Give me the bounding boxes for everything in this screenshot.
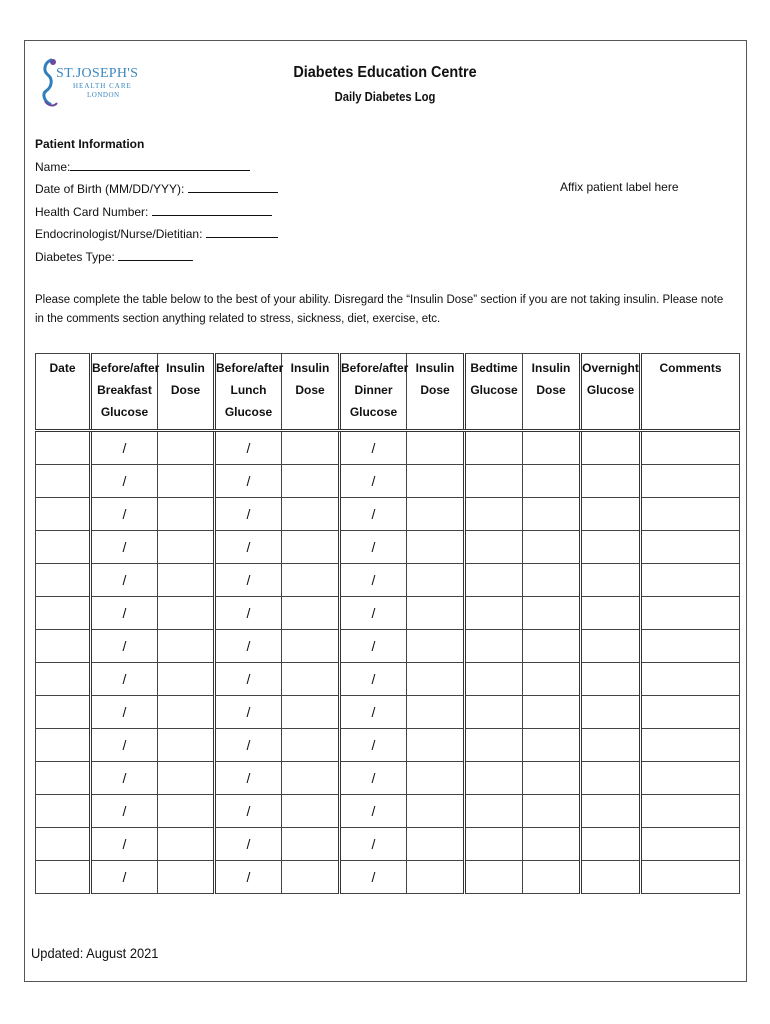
cell-bedtime-insulin[interactable] [523, 795, 581, 828]
cell-comments[interactable] [641, 597, 740, 630]
cell-date[interactable] [36, 465, 91, 498]
cell-dinner-glucose[interactable]: / [340, 531, 407, 564]
cell-comments[interactable] [641, 531, 740, 564]
cell-dinner-insulin[interactable] [407, 696, 465, 729]
table-row [36, 828, 740, 861]
updated-date: Updated: August 2021 [31, 945, 159, 961]
cell-date[interactable] [36, 531, 91, 564]
cell-breakfast-glucose[interactable]: / [91, 498, 158, 531]
cell-bedtime-insulin[interactable] [523, 564, 581, 597]
cell-bedtime-glucose[interactable] [465, 498, 523, 531]
instructions-text: Please complete the table below to the best of your ability. Disregard the “Insulin Dose” section if you are not taking insulin. Please note in the comments section anything related to stress, sickness, diet, exercise, etc. [35, 294, 724, 325]
table-row [36, 498, 740, 531]
cell-date[interactable] [36, 696, 91, 729]
cell-bedtime-glucose[interactable] [465, 531, 523, 564]
cell-comments[interactable] [641, 630, 740, 663]
dob-field[interactable] [188, 180, 278, 193]
cell-dinner-insulin[interactable] [407, 795, 465, 828]
cell-date[interactable] [36, 795, 91, 828]
cell-date[interactable] [36, 630, 91, 663]
cell-breakfast-glucose[interactable]: / [91, 828, 158, 861]
cell-overnight-glucose[interactable] [581, 696, 641, 729]
name-label: Name: [35, 159, 71, 174]
table-row [36, 795, 740, 828]
cell-dinner-glucose[interactable]: / [340, 630, 407, 663]
header-dinner-insulin: Insulin Dose [407, 354, 465, 431]
cell-dinner-glucose[interactable]: / [340, 696, 407, 729]
cell-comments[interactable] [641, 465, 740, 498]
cell-breakfast-insulin[interactable] [158, 663, 215, 696]
cell-breakfast-insulin[interactable] [158, 828, 215, 861]
cell-comments[interactable] [641, 795, 740, 828]
header-overnight-glucose: Overnight Glucose [581, 354, 641, 431]
cell-dinner-glucose[interactable]: / [340, 498, 407, 531]
cell-dinner-glucose[interactable]: / [340, 861, 407, 894]
header-dinner-glucose: Before/after Dinner Glucose [340, 354, 407, 431]
cell-dinner-glucose[interactable]: / [340, 729, 407, 762]
cell-lunch-glucose[interactable]: / [215, 795, 282, 828]
header-lunch-glucose: Before/after Lunch Glucose [215, 354, 282, 431]
logo-line1: ST.JOSEPH'S [56, 66, 139, 81]
dob-row [35, 178, 278, 201]
cell-bedtime-glucose[interactable] [465, 861, 523, 894]
header-bedtime-insulin: Insulin Dose [523, 354, 581, 431]
name-row [35, 156, 278, 179]
cell-breakfast-glucose[interactable]: / [91, 630, 158, 663]
cell-dinner-insulin[interactable] [407, 498, 465, 531]
cell-bedtime-glucose[interactable] [465, 762, 523, 795]
cell-bedtime-insulin[interactable] [523, 663, 581, 696]
cell-breakfast-insulin[interactable] [158, 431, 215, 465]
cell-comments[interactable] [641, 663, 740, 696]
cell-dinner-insulin[interactable] [407, 431, 465, 465]
cell-bedtime-insulin[interactable] [523, 465, 581, 498]
header-lunch-insulin: Insulin Dose [282, 354, 340, 431]
cell-bedtime-insulin[interactable] [523, 828, 581, 861]
cell-date[interactable] [36, 729, 91, 762]
name-field[interactable] [70, 158, 250, 171]
header-bedtime-glucose: Bedtime Glucose [465, 354, 523, 431]
cell-breakfast-insulin[interactable] [158, 564, 215, 597]
cell-bedtime-insulin[interactable] [523, 597, 581, 630]
cell-comments[interactable] [641, 498, 740, 531]
cell-date[interactable] [36, 663, 91, 696]
cell-breakfast-insulin[interactable] [158, 762, 215, 795]
cell-overnight-glucose[interactable] [581, 465, 641, 498]
table-row [36, 597, 740, 630]
cell-lunch-insulin[interactable] [282, 696, 340, 729]
cell-comments[interactable] [641, 564, 740, 597]
cell-overnight-glucose[interactable] [581, 861, 641, 894]
health-card-row [35, 201, 278, 224]
cell-lunch-glucose[interactable]: / [215, 564, 282, 597]
cell-comments[interactable] [641, 696, 740, 729]
cell-lunch-insulin[interactable] [282, 828, 340, 861]
cell-bedtime-glucose[interactable] [465, 828, 523, 861]
cell-lunch-glucose[interactable]: / [215, 498, 282, 531]
cell-dinner-glucose[interactable]: / [340, 762, 407, 795]
page-subtitle: Daily Diabetes Log [334, 90, 436, 104]
cell-overnight-glucose[interactable] [581, 431, 641, 465]
cell-lunch-insulin[interactable] [282, 498, 340, 531]
cell-dinner-glucose[interactable]: / [340, 795, 407, 828]
cell-breakfast-insulin[interactable] [158, 696, 215, 729]
patient-info-section [35, 133, 278, 268]
cell-bedtime-insulin[interactable] [523, 630, 581, 663]
logo-figure-icon [39, 57, 61, 109]
cell-bedtime-glucose[interactable] [465, 630, 523, 663]
page-title: Diabetes Education Centre [293, 64, 477, 81]
cell-bedtime-glucose[interactable] [465, 663, 523, 696]
cell-comments[interactable] [641, 729, 740, 762]
cell-lunch-insulin[interactable] [282, 729, 340, 762]
affix-label-area: Affix patient label here [560, 180, 679, 194]
cell-bedtime-glucose[interactable] [465, 564, 523, 597]
cell-lunch-insulin[interactable] [282, 531, 340, 564]
cell-dinner-glucose[interactable]: / [340, 564, 407, 597]
table-header-row [36, 354, 740, 431]
cell-lunch-insulin[interactable] [282, 597, 340, 630]
cell-lunch-insulin[interactable] [282, 630, 340, 663]
cell-date[interactable] [36, 498, 91, 531]
cell-breakfast-glucose[interactable]: / [91, 696, 158, 729]
cell-bedtime-insulin[interactable] [523, 498, 581, 531]
table-row [36, 696, 740, 729]
header-breakfast-glucose: Before/after Breakfast Glucose [91, 354, 158, 431]
table-row [36, 465, 740, 498]
cell-bedtime-insulin[interactable] [523, 762, 581, 795]
cell-dinner-insulin[interactable] [407, 663, 465, 696]
cell-bedtime-glucose[interactable] [465, 696, 523, 729]
cell-dinner-glucose[interactable]: / [340, 663, 407, 696]
cell-overnight-glucose[interactable] [581, 663, 641, 696]
health-card-label: Health Card Number: [35, 204, 149, 219]
cell-dinner-insulin[interactable] [407, 762, 465, 795]
cell-overnight-glucose[interactable] [581, 795, 641, 828]
cell-dinner-insulin[interactable] [407, 531, 465, 564]
cell-dinner-glucose[interactable]: / [340, 597, 407, 630]
cell-dinner-insulin[interactable] [407, 465, 465, 498]
cell-lunch-glucose[interactable]: / [215, 696, 282, 729]
cell-comments[interactable] [641, 828, 740, 861]
cell-date[interactable] [36, 564, 91, 597]
diabetes-type-field[interactable] [118, 248, 193, 261]
cell-lunch-insulin[interactable] [282, 465, 340, 498]
table-row [36, 564, 740, 597]
cell-lunch-glucose[interactable]: / [215, 630, 282, 663]
cell-lunch-glucose[interactable]: / [215, 531, 282, 564]
cell-lunch-glucose[interactable]: / [215, 465, 282, 498]
cell-lunch-insulin[interactable] [282, 762, 340, 795]
cell-lunch-glucose[interactable]: / [215, 663, 282, 696]
cell-date[interactable] [36, 597, 91, 630]
provider-field[interactable] [206, 225, 278, 238]
cell-date[interactable] [36, 762, 91, 795]
table-body [36, 431, 740, 894]
patient-info-heading: Patient Information [35, 137, 145, 151]
table-row [36, 729, 740, 762]
cell-breakfast-insulin[interactable] [158, 531, 215, 564]
cell-bedtime-insulin[interactable] [523, 431, 581, 465]
cell-breakfast-insulin[interactable] [158, 498, 215, 531]
cell-dinner-glucose[interactable]: / [340, 431, 407, 465]
diabetes-log-table [35, 353, 740, 894]
cell-bedtime-insulin[interactable] [523, 696, 581, 729]
cell-lunch-insulin[interactable] [282, 431, 340, 465]
diabetes-type-label: Diabetes Type: [35, 249, 115, 264]
cell-breakfast-insulin[interactable] [158, 465, 215, 498]
cell-breakfast-glucose[interactable]: / [91, 663, 158, 696]
cell-comments[interactable] [641, 762, 740, 795]
cell-bedtime-glucose[interactable] [465, 729, 523, 762]
cell-dinner-insulin[interactable] [407, 861, 465, 894]
cell-bedtime-insulin[interactable] [523, 861, 581, 894]
table-row [36, 861, 740, 894]
table-row [36, 663, 740, 696]
cell-breakfast-insulin[interactable] [158, 729, 215, 762]
cell-lunch-insulin[interactable] [282, 663, 340, 696]
cell-bedtime-glucose[interactable] [465, 465, 523, 498]
cell-breakfast-insulin[interactable] [158, 597, 215, 630]
cell-dinner-insulin[interactable] [407, 729, 465, 762]
cell-comments[interactable] [641, 431, 740, 465]
cell-overnight-glucose[interactable] [581, 630, 641, 663]
cell-date[interactable] [36, 861, 91, 894]
cell-lunch-glucose[interactable]: / [215, 597, 282, 630]
cell-breakfast-glucose[interactable]: / [91, 531, 158, 564]
cell-overnight-glucose[interactable] [581, 597, 641, 630]
cell-bedtime-glucose[interactable] [465, 431, 523, 465]
cell-breakfast-glucose[interactable]: / [91, 795, 158, 828]
cell-bedtime-insulin[interactable] [523, 729, 581, 762]
cell-breakfast-insulin[interactable] [158, 795, 215, 828]
cell-breakfast-glucose[interactable]: / [91, 597, 158, 630]
logo-line3: LONDON [87, 91, 120, 99]
cell-lunch-insulin[interactable] [282, 861, 340, 894]
provider-label: Endocrinologist/Nurse/Dietitian: [35, 227, 203, 241]
cell-overnight-glucose[interactable] [581, 564, 641, 597]
cell-breakfast-insulin[interactable] [158, 630, 215, 663]
cell-lunch-glucose[interactable]: / [215, 729, 282, 762]
health-card-field[interactable] [152, 203, 272, 216]
cell-overnight-glucose[interactable] [581, 729, 641, 762]
cell-breakfast-glucose[interactable]: / [91, 564, 158, 597]
cell-overnight-glucose[interactable] [581, 531, 641, 564]
cell-lunch-glucose[interactable]: / [215, 861, 282, 894]
diabetes-type-row [35, 246, 278, 269]
cell-breakfast-insulin[interactable] [158, 861, 215, 894]
cell-breakfast-glucose[interactable]: / [91, 729, 158, 762]
cell-comments[interactable] [641, 861, 740, 894]
cell-overnight-glucose[interactable] [581, 498, 641, 531]
cell-lunch-insulin[interactable] [282, 795, 340, 828]
cell-lunch-insulin[interactable] [282, 564, 340, 597]
table-row [36, 762, 740, 795]
cell-date[interactable] [36, 828, 91, 861]
logo-line2: HEALTH CARE [73, 82, 132, 90]
cell-breakfast-glucose[interactable]: / [91, 465, 158, 498]
cell-overnight-glucose[interactable] [581, 762, 641, 795]
cell-lunch-glucose[interactable]: / [215, 828, 282, 861]
table-row [36, 630, 740, 663]
cell-breakfast-glucose[interactable]: / [91, 861, 158, 894]
provider-row [35, 223, 278, 246]
header-date: Date [36, 354, 91, 431]
table-row [36, 431, 740, 465]
header-comments: Comments [641, 354, 740, 431]
cell-dinner-insulin[interactable] [407, 828, 465, 861]
header-breakfast-insulin: Insulin Dose [158, 354, 215, 431]
cell-breakfast-glucose[interactable]: / [91, 762, 158, 795]
table-row [36, 531, 740, 564]
cell-dinner-insulin[interactable] [407, 630, 465, 663]
cell-breakfast-glucose[interactable]: / [91, 431, 158, 465]
cell-dinner-insulin[interactable] [407, 597, 465, 630]
cell-dinner-glucose[interactable]: / [340, 828, 407, 861]
cell-dinner-glucose[interactable]: / [340, 465, 407, 498]
cell-overnight-glucose[interactable] [581, 828, 641, 861]
dob-label: Date of Birth (MM/DD/YYY): [35, 182, 185, 196]
cell-dinner-insulin[interactable] [407, 564, 465, 597]
cell-date[interactable] [36, 431, 91, 465]
cell-bedtime-insulin[interactable] [523, 531, 581, 564]
cell-lunch-glucose[interactable]: / [215, 431, 282, 465]
cell-bedtime-glucose[interactable] [465, 795, 523, 828]
cell-bedtime-glucose[interactable] [465, 597, 523, 630]
form-page [24, 40, 747, 982]
cell-lunch-glucose[interactable]: / [215, 762, 282, 795]
